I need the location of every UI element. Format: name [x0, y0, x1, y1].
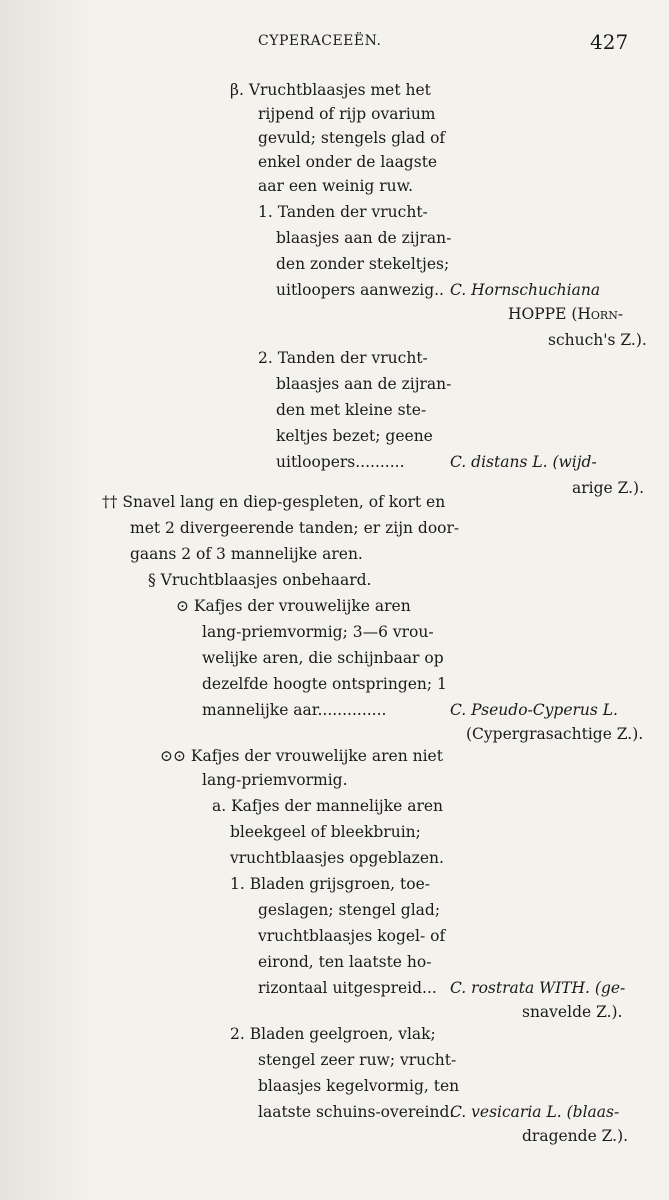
key-line: †† Snavel lang en diep-gespleten, of kort en	[102, 493, 446, 511]
key-line: rizontaal uitgespreid...	[258, 979, 437, 997]
key-line: uitloopers..........	[276, 453, 405, 471]
taxon-common-name: arige Z.).	[572, 479, 645, 497]
key-line: geslagen; stengel glad;	[258, 901, 441, 919]
show-through-shadow	[0, 0, 95, 1200]
key-line: eirond, ten laatste ho-	[258, 953, 432, 971]
key-line: vruchtblaasjes opgeblazen.	[230, 849, 444, 867]
key-line: 2. Tanden der vrucht-	[258, 349, 428, 367]
key-line: ⊙⊙ Kafjes der vrouwelijke aren niet	[160, 747, 443, 765]
taxon-name: C. Hornschuchiana	[450, 281, 601, 299]
running-header: CYPERACEEËN.	[258, 33, 382, 49]
key-line: laatste schuins-overeind.	[258, 1103, 455, 1121]
key-line: blaasjes aan de zijran-	[276, 229, 452, 247]
key-line: aar een weinig ruw.	[258, 177, 414, 195]
taxon-common-name: (Cypergrasachtige Z.).	[466, 725, 644, 743]
taxon-common-name: snavelde Z.).	[522, 1003, 623, 1021]
page-number: 427	[590, 30, 629, 54]
key-line: vruchtblaasjes kogel- of	[258, 927, 446, 945]
key-line: mannelijke aar..............	[202, 701, 387, 719]
key-line: uitloopers aanwezig..	[276, 281, 444, 299]
key-line: β. Vruchtblaasjes met het	[230, 81, 431, 99]
key-line: den met kleine ste-	[276, 401, 427, 419]
key-line: gaans 2 of 3 mannelijke aren.	[130, 545, 363, 563]
key-line: den zonder stekeltjes;	[276, 255, 450, 273]
key-line: lang-priemvormig; 3—6 vrou-	[202, 623, 434, 641]
taxon-name: C. Pseudo-Cyperus L.	[450, 701, 618, 719]
key-line: dezelfde hoogte ontspringen; 1	[202, 675, 447, 693]
key-line: § Vruchtblaasjes onbehaard.	[148, 571, 372, 589]
taxon-name: C. distans L. (wijd-	[450, 453, 597, 471]
key-line: 1. Bladen grijsgroen, toe-	[230, 875, 431, 893]
key-line: rijpend of rijp ovarium	[258, 105, 436, 123]
taxon-common-name: dragende Z.).	[522, 1127, 629, 1145]
key-line: met 2 divergeerende tanden; er zijn door-	[130, 519, 460, 537]
key-line: welijke aren, die schijnbaar op	[202, 649, 444, 667]
key-line: gevuld; stengels glad of	[258, 129, 446, 147]
taxon-name: C. vesicaria L. (blaas-	[450, 1103, 620, 1121]
key-line: a. Kafjes der mannelijke aren	[212, 797, 444, 815]
key-line: blaasjes kegelvormig, ten	[258, 1077, 460, 1095]
key-line: keltjes bezet; geene	[276, 427, 433, 445]
key-line: lang-priemvormig.	[202, 771, 348, 789]
key-line: enkel onder de laagste	[258, 153, 438, 171]
key-line: 2. Bladen geelgroen, vlak;	[230, 1025, 436, 1043]
taxon-common-name: schuch's Z.).	[548, 331, 647, 349]
taxon-author: HOPPE (Horn-	[508, 305, 624, 323]
key-line: 1. Tanden der vrucht-	[258, 203, 428, 221]
key-line: bleekgeel of bleekbruin;	[230, 823, 421, 841]
key-line: ⊙ Kafjes der vrouwelijke aren	[176, 597, 411, 615]
taxon-name: C. rostrata WITH. (ge-	[450, 979, 626, 997]
key-line: blaasjes aan de zijran-	[276, 375, 452, 393]
key-line: stengel zeer ruw; vrucht-	[258, 1051, 457, 1069]
